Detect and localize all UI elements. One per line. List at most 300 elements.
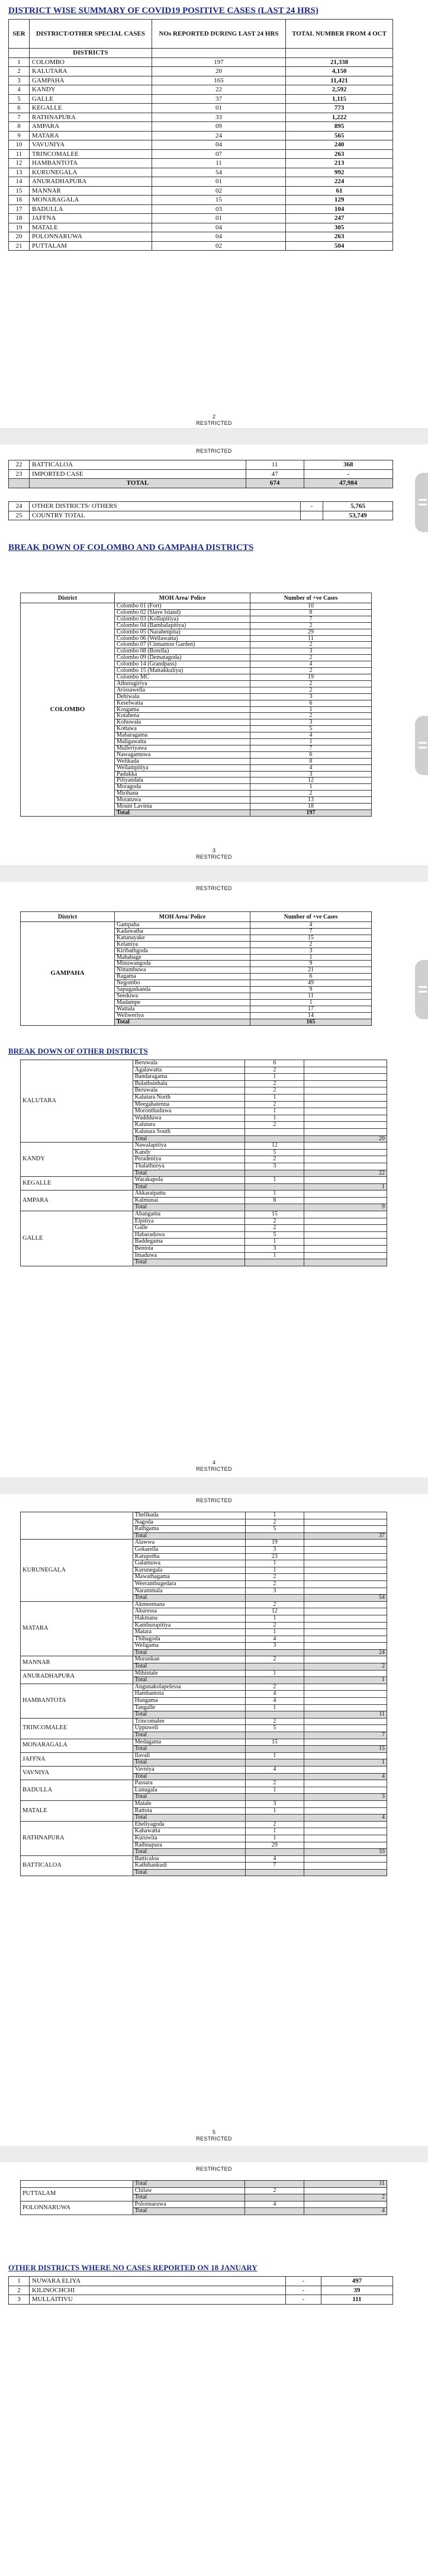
blank-cell <box>304 1800 387 1807</box>
moh-area: Mount Lavinia <box>115 804 250 810</box>
blank-cell <box>304 1540 387 1547</box>
blank-cell <box>304 1122 387 1129</box>
case-count: 1 <box>245 1807 304 1815</box>
case-count: 2 <box>245 1821 304 1828</box>
district-name: BATTICALOA <box>21 1855 133 1876</box>
serial-cell: 7 <box>9 113 30 122</box>
total-cell: 5,765 <box>323 502 393 511</box>
district-cell: ANURADHAPURA <box>30 177 152 187</box>
table-row <box>21 1211 387 1218</box>
blank-cell <box>304 1766 387 1773</box>
moh-area: Colombo 03 (Kollupitiya) <box>115 616 250 622</box>
moh-area: Tangalle <box>133 1704 245 1711</box>
total-label: Total <box>133 1183 245 1191</box>
total-cell: 992 <box>286 168 393 177</box>
table-row <box>9 140 393 150</box>
moh-area: Peradeniya <box>133 1156 245 1163</box>
case-count: 2 <box>250 791 372 797</box>
moh-area: Wattala <box>115 1006 250 1012</box>
case-count: 1 <box>245 1115 304 1122</box>
serial-cell: 6 <box>9 104 30 113</box>
total-cell: 247 <box>286 214 393 223</box>
case-count: 12 <box>250 777 372 784</box>
case-count: 2 <box>245 1656 304 1663</box>
blank-cell <box>304 1622 387 1629</box>
serial-cell: 10 <box>9 140 30 150</box>
district-total: 11 <box>304 1711 387 1719</box>
total-label: Total <box>133 1815 245 1822</box>
blank-cell <box>304 1526 387 1533</box>
case-count: 1 <box>245 1512 304 1519</box>
district-name: GALLE <box>21 1211 133 1266</box>
case-count: 3 <box>245 1588 304 1595</box>
blank-cell <box>304 1691 387 1698</box>
case-count: 2 <box>245 1780 304 1787</box>
district-name: MONARAGALA <box>21 1739 133 1752</box>
total-cell: 773 <box>286 104 393 113</box>
case-count: 1 <box>250 954 372 961</box>
table-row <box>9 113 393 122</box>
serial-cell: 22 <box>9 460 30 470</box>
blank-cell <box>304 1704 387 1711</box>
blank-cell <box>245 1170 304 1177</box>
blank-cell <box>245 1663 304 1671</box>
scroll-handle[interactable] <box>415 473 428 532</box>
case-count: 1 <box>245 1835 304 1842</box>
moh-area: Thelikada <box>133 1512 245 1519</box>
page-summary-continued <box>0 444 428 593</box>
page-gap <box>0 1477 428 1494</box>
moh-area: Nawalapitiya <box>133 1143 245 1150</box>
case-count: 2 <box>245 1225 304 1232</box>
total-label: Total <box>115 1019 250 1025</box>
blank-cell <box>304 1656 387 1663</box>
case-count: 1 <box>245 1752 304 1759</box>
serial-cell: 2 <box>9 2286 30 2295</box>
moh-area: Ahangama <box>133 1211 245 1218</box>
blank-cell <box>304 1601 387 1608</box>
case-count: 8 <box>245 1197 304 1204</box>
total-cell <box>9 479 30 488</box>
moh-area: Imaduwa <box>133 1252 245 1259</box>
serial-cell: 9 <box>9 131 30 140</box>
total-label: Total <box>133 1259 245 1266</box>
case-count: 19 <box>250 674 372 680</box>
blank-cell <box>304 1108 387 1115</box>
case-count: 3 <box>250 771 372 777</box>
district-cell: GALLE <box>30 94 152 104</box>
moh-area: Chilaw <box>133 2187 245 2194</box>
case-count: 5 <box>250 726 372 732</box>
case-count: 2 <box>245 1122 304 1129</box>
district-name: AMPARA <box>21 1191 133 1211</box>
moh-area: Medagama <box>133 1739 245 1746</box>
page-final <box>0 2162 428 2576</box>
blank-cell <box>245 2194 304 2201</box>
last24-cell: 47 <box>246 469 304 479</box>
district-name: TRINCOMALEE <box>21 1718 133 1739</box>
moh-area: Colombo 02 (Slave Island) <box>115 609 250 616</box>
table-row <box>21 2187 387 2194</box>
district-total <box>304 1259 387 1266</box>
table-row <box>9 104 393 113</box>
moh-area: Madampe <box>115 999 250 1006</box>
table-row <box>9 186 393 196</box>
serial-cell: 16 <box>9 196 30 205</box>
moh-area: Elpitiya <box>133 1218 245 1225</box>
blank-cell <box>245 1773 304 1780</box>
case-count: 4 <box>250 764 372 771</box>
blank-cell <box>304 1177 387 1184</box>
serial-cell: 15 <box>9 186 30 196</box>
no-cases-table <box>8 2276 393 2305</box>
case-count: 49 <box>250 980 372 987</box>
district-name: MATALE <box>21 1800 133 1821</box>
other-districts-table-2 <box>20 1512 387 1876</box>
other-districts-title: BREAK DOWN OF OTHER DISTRICTS <box>8 1047 148 1055</box>
moh-area: Murunkan <box>133 1656 245 1663</box>
moh-area: Kaththankudi <box>133 1863 245 1870</box>
moh-area: Minuwangoda <box>115 961 250 967</box>
blank-cell <box>245 1135 304 1143</box>
blank-cell <box>245 1849 304 1856</box>
case-count: 2 <box>250 622 372 629</box>
district-total: 3 <box>304 1794 387 1801</box>
district-total: 22 <box>304 1170 387 1177</box>
case-count: 3 <box>245 1246 304 1253</box>
last24-cell: 33 <box>152 113 285 122</box>
last24-cell: 09 <box>152 122 285 132</box>
blank-cell <box>245 1649 304 1656</box>
total-label: Total <box>133 1759 245 1767</box>
district-cell: MONARAGALA <box>30 196 152 205</box>
table-row <box>21 1656 387 1663</box>
moh-area: Agalawatta <box>133 1067 245 1074</box>
total-cell: 224 <box>286 177 393 187</box>
table-row <box>9 502 393 511</box>
moh-area: Kalutara North <box>133 1094 245 1101</box>
total-cell: 1,222 <box>286 113 393 122</box>
serial-cell: 8 <box>9 122 30 132</box>
moh-area: Kadawatha <box>115 928 250 935</box>
district-name: ANURADHAPURA <box>21 1670 133 1684</box>
serial-cell: 14 <box>9 177 30 187</box>
last24-cell: 197 <box>152 57 285 67</box>
total-cell: 263 <box>286 149 393 159</box>
blank-cell <box>304 1218 387 1225</box>
total-label: Total <box>133 1677 245 1684</box>
district-name: BADULLA <box>21 1780 133 1801</box>
col-moh-h: MOH Area/ Police <box>115 593 250 603</box>
table-row <box>9 214 393 223</box>
blank-cell <box>304 2201 387 2208</box>
moh-area: Athurugiriya <box>115 680 250 687</box>
case-count: 3 <box>245 1546 304 1553</box>
case-count <box>245 1128 304 1135</box>
table-row <box>21 603 372 610</box>
moh-area: Rathnapura <box>133 1842 245 1849</box>
district-total: 9 <box>304 1204 387 1211</box>
serial-cell: 11 <box>9 149 30 159</box>
district-total: 20 <box>304 1135 387 1143</box>
district-name: GAMPAHA <box>21 922 115 1026</box>
case-count: 2 <box>245 1101 304 1108</box>
blank-cell <box>304 1094 387 1101</box>
case-count: 4 <box>245 1636 304 1643</box>
total-cell: 129 <box>286 196 393 205</box>
case-count: 2 <box>250 687 372 693</box>
table-row <box>9 204 393 214</box>
serial-cell: 25 <box>9 511 30 520</box>
last24-cell: 20 <box>152 67 285 76</box>
case-count: 1 <box>245 1704 304 1711</box>
moh-area: Negombo <box>115 980 250 987</box>
moh-area: Kelaniya <box>115 941 250 948</box>
moh-area: Ilavali <box>133 1752 245 1759</box>
district-name: COLOMBO <box>21 603 115 817</box>
case-count: 4 <box>245 1698 304 1705</box>
total-label: Total <box>133 1135 245 1143</box>
serial-cell: 21 <box>9 241 30 251</box>
blank-cell <box>304 1197 387 1204</box>
case-count: 4 <box>245 1766 304 1773</box>
table-row <box>21 1718 387 1725</box>
moh-area: Passara <box>133 1780 245 1787</box>
district-total: 11 <box>304 2181 387 2188</box>
blank-cell <box>245 1532 304 1540</box>
district-name: PUTTALAM <box>21 2187 133 2201</box>
case-count: 5 <box>245 1231 304 1239</box>
district-total: 37 <box>304 1532 387 1540</box>
case-count: 4 <box>250 922 372 929</box>
col-cases-h: Number of +ve Cases <box>250 593 372 603</box>
moh-area: Ragama <box>115 974 250 980</box>
case-count: 3 <box>245 1800 304 1807</box>
blank-cell <box>304 1060 387 1067</box>
scroll-handle[interactable] <box>415 716 428 775</box>
moh-area: Waddduwa <box>133 1115 245 1122</box>
case-count: 15 <box>245 1739 304 1746</box>
district-total <box>304 1869 387 1876</box>
moh-area: Katupotha <box>133 1553 245 1560</box>
moh-area: Hakmana <box>133 1615 245 1622</box>
serial-cell: 1 <box>9 2277 30 2286</box>
total-label: Total <box>133 1711 245 1719</box>
last24-cell: 03 <box>152 204 285 214</box>
total-cell: 21,338 <box>286 57 393 67</box>
district-cell: COUNTRY TOTAL <box>30 511 301 520</box>
district-cell: KALUTARA <box>30 67 152 76</box>
case-count: 2 <box>250 655 372 661</box>
case-count: 1 <box>245 1108 304 1115</box>
case-count: 17 <box>250 1006 372 1012</box>
moh-area: Kahawatta <box>133 1828 245 1835</box>
case-count: 5 <box>245 1725 304 1732</box>
total-cell: 263 <box>286 232 393 242</box>
moh-area: Lunugala <box>133 1787 245 1794</box>
case-count: 2 <box>245 1574 304 1581</box>
district-name: HAMBANTOTA <box>21 1684 133 1718</box>
col-ser: SER <box>9 20 30 49</box>
case-count: 2 <box>245 1718 304 1725</box>
moh-area: Nagoda <box>133 1519 245 1526</box>
blank-cell <box>245 1869 304 1876</box>
moh-area: Moragoda <box>115 784 250 791</box>
moh-area: Colombo 04 (Bambalapitiya) <box>115 622 250 629</box>
serial-cell: 23 <box>9 469 30 479</box>
table-row <box>9 67 393 76</box>
moh-area: Colombo 15 (Mattakkuliya) <box>115 668 250 674</box>
moh-area: Maligawatta <box>115 739 250 745</box>
blank-cell <box>304 1739 387 1746</box>
table-row <box>21 1143 387 1150</box>
district-cell: MULLAITIVU <box>30 2295 286 2305</box>
total-cell: 47,984 <box>304 479 392 488</box>
last24-cell: - <box>285 2286 321 2295</box>
no-cases-title: OTHER DISTRICTS WHERE NO CASES REPORTED ON 18 JANUARY <box>8 2263 258 2272</box>
moh-area: Eheliyagoda <box>133 1821 245 1828</box>
summary-table-continued <box>8 460 393 488</box>
district-total: 1 <box>304 1759 387 1767</box>
case-count: 1 <box>245 1670 304 1677</box>
last24-cell: - <box>285 2295 321 2305</box>
district-cell: KILINOCHCHI <box>30 2286 286 2295</box>
case-count: 7 <box>250 928 372 935</box>
case-count: 1 <box>245 1074 304 1081</box>
district-name <box>21 1512 133 1540</box>
moh-area: Colombo 09 (Dematagoda) <box>115 655 250 661</box>
district-name: POLONNARUWA <box>21 2201 133 2215</box>
serial-cell: 18 <box>9 214 30 223</box>
moh-area: Kamburupitiya <box>133 1622 245 1629</box>
col-moh-h: MOH Area/ Police <box>115 912 250 922</box>
case-count: 14 <box>250 1012 372 1019</box>
district-total: 4 <box>304 2208 387 2215</box>
district-cell: COLOMBO <box>30 57 152 67</box>
case-count: 1 <box>245 1615 304 1622</box>
moh-area: Mirihana <box>115 791 250 797</box>
serial-cell: 19 <box>9 223 30 232</box>
restricted-footer: RESTRICTED <box>196 854 232 860</box>
moh-area: Meegahatenna <box>133 1101 245 1108</box>
moh-area: Sapugaskanda <box>115 987 250 993</box>
table-row <box>21 1766 387 1773</box>
total-label: Total <box>133 1663 245 1671</box>
total-cell: 497 <box>321 2277 392 2286</box>
district-name: MANNAR <box>21 1656 133 1670</box>
table-row <box>9 76 393 85</box>
table-row <box>9 196 393 205</box>
total-cell: 2,592 <box>286 85 393 95</box>
blank-cell <box>304 1828 387 1835</box>
page-gampaha <box>0 882 428 1477</box>
moh-area: Colombo MC <box>115 674 250 680</box>
blank-cell <box>304 1519 387 1526</box>
blank-cell <box>245 2181 304 2188</box>
district-cell: BADULLA <box>30 204 152 214</box>
district-name: VAVNIYA <box>21 1766 133 1780</box>
moh-area: Thihagoda <box>133 1636 245 1643</box>
moh-area: Keselwatta <box>115 700 250 706</box>
case-count: 1 <box>245 1239 304 1246</box>
serial-cell: 20 <box>9 232 30 242</box>
case-count: 3 <box>245 1163 304 1170</box>
case-count: 13 <box>250 797 372 804</box>
blank-cell <box>304 1252 387 1259</box>
table-row <box>21 1821 387 1828</box>
blank-cell <box>245 1677 304 1684</box>
blank-cell <box>304 1191 387 1198</box>
moh-area: Kurunegala <box>133 1567 245 1574</box>
table-row <box>9 241 393 251</box>
table-row <box>9 168 393 177</box>
blank-cell <box>304 1863 387 1870</box>
scroll-handle[interactable] <box>415 960 428 1019</box>
moh-area: Kosgama <box>115 706 250 713</box>
table-row <box>9 94 393 104</box>
restricted-footer: RESTRICTED <box>196 2136 232 2142</box>
district-cell: KEGALLE <box>30 104 152 113</box>
table-row <box>21 1800 387 1807</box>
blank-cell <box>304 1246 387 1253</box>
moh-area: Matara <box>133 1629 245 1636</box>
blank-cell <box>304 1143 387 1150</box>
table-row <box>21 1512 387 1519</box>
total-label: Total <box>133 1746 245 1753</box>
table-row <box>9 223 393 232</box>
blank-cell <box>304 1560 387 1567</box>
table-row <box>21 1855 387 1863</box>
last24-cell: - <box>285 2277 321 2286</box>
moh-area: Katunayake <box>115 935 250 941</box>
case-count: 6 <box>245 1060 304 1067</box>
case-count: 3 <box>250 719 372 726</box>
total-label: Total <box>133 2208 245 2215</box>
blank-cell <box>304 1752 387 1759</box>
district-total: 33 <box>304 1849 387 1856</box>
total-cell: 111 <box>321 2295 392 2305</box>
moh-area: Akmeemana <box>133 1601 245 1608</box>
total-cell: 895 <box>286 122 393 132</box>
district-cell: KANDY <box>30 85 152 95</box>
moh-area: Angunakolapelessa <box>133 1684 245 1691</box>
case-count: 7 <box>250 745 372 751</box>
moh-area: Weerambugedara <box>133 1580 245 1588</box>
moh-area: Bandaragama <box>133 1074 245 1081</box>
district-cell: KURUNEGALA <box>30 168 152 177</box>
col-district-h: District <box>21 593 115 603</box>
last24-cell: 04 <box>152 223 285 232</box>
total-label: Total <box>133 1170 245 1177</box>
col-total: TOTAL NUMBER FROM 4 OCT <box>286 20 393 49</box>
blank-cell <box>304 1835 387 1842</box>
table-row <box>9 460 393 470</box>
case-count: 1 <box>250 739 372 745</box>
case-count: 5 <box>245 1526 304 1533</box>
blank-cell <box>245 1759 304 1767</box>
table-row <box>21 1177 387 1184</box>
blank-cell <box>304 1574 387 1581</box>
moh-area: Weliweriya <box>115 1012 250 1019</box>
total-cell: 1,115 <box>286 94 393 104</box>
last24-cell: 04 <box>152 232 285 242</box>
district-name: KURUNEGALA <box>21 1540 133 1601</box>
moh-area: Maharagama <box>115 732 250 739</box>
case-count: 4 <box>250 661 372 668</box>
last24-cell: 01 <box>152 214 285 223</box>
moh-area: Rathgama <box>133 1526 245 1533</box>
moh-area: Nittambuwa <box>115 967 250 974</box>
